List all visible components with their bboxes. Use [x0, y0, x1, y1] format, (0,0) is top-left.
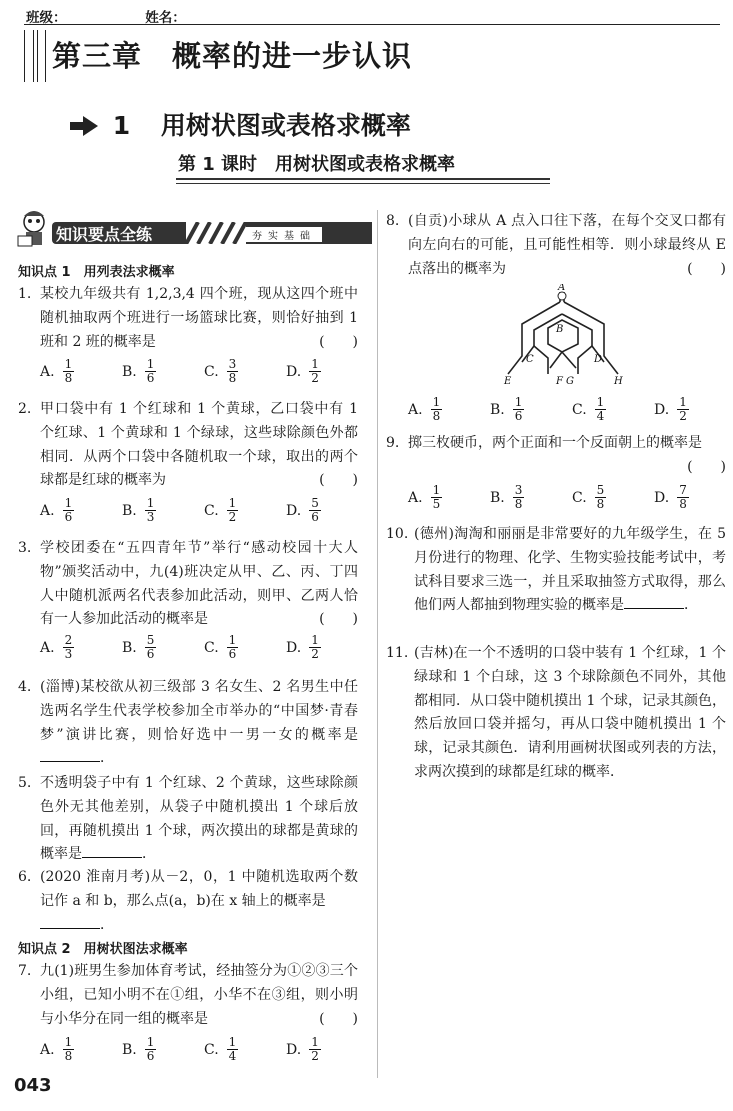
option-a	[408, 484, 490, 511]
answer-blank	[82, 843, 142, 858]
option-a	[40, 358, 122, 385]
numerator: 1	[311, 633, 319, 647]
option-fraction	[227, 1036, 239, 1063]
options-q9	[408, 484, 733, 511]
numerator: 1	[64, 496, 73, 510]
section-title: 用树状图或表格求概率	[160, 111, 411, 140]
numerator: 1	[432, 395, 441, 409]
option-fraction	[227, 358, 239, 385]
question-text: (德州)淘淘和丽丽是非常要好的九年级学生，在 5 月份进行的物理、化学、生物实验技能考试中，考试科目要求三选一，并且采取抽签方式取得，那么他们两人都抽到物理实验的概率是	[414, 526, 726, 614]
option-b	[490, 396, 572, 423]
question-text: 掷三枚硬币，两个正面和一个反面朝上的概率是	[408, 435, 702, 451]
numerator: 1	[514, 395, 523, 409]
numerator: 1	[596, 395, 605, 409]
option-fraction	[513, 484, 525, 511]
question-8	[386, 210, 726, 281]
page-number: 043	[14, 1075, 52, 1096]
numerator: 7	[679, 483, 687, 497]
fig-label-c: C	[526, 354, 534, 365]
header-rule	[24, 24, 720, 25]
question-text: 九(1)班男生参加体育考试，经抽签分为①②③三个小组，已知小明不在①组，小华不在③组，则小明与小华分在同一组的概率是	[40, 963, 358, 1027]
fig-label-b: B	[556, 324, 564, 335]
options-q3	[40, 634, 368, 661]
numerator: 1	[64, 1035, 73, 1049]
question-number: 9.	[386, 435, 400, 451]
option-d	[286, 1036, 368, 1063]
banner-title: 知识要点全练	[56, 225, 153, 244]
option-fraction	[513, 396, 525, 423]
question-text: 学校团委在“五四青年节”举行“感动校园十大人物”颁奖活动中，九(4)班决定从甲、乙、丙、丁四人中随机派两名代表参加此活动，则甲、乙两人恰有一人参加此活动的概率是	[40, 540, 358, 628]
fig-label-g: G	[566, 376, 574, 387]
option-c	[204, 497, 286, 524]
denominator: 3	[64, 647, 73, 661]
option-fraction	[145, 358, 157, 385]
answer-paren: ( )	[319, 611, 358, 628]
question-1	[18, 283, 358, 354]
numerator: 1	[679, 395, 687, 409]
option-letter: D.	[286, 363, 302, 380]
question-text: (自贡)小球从 A 点入口往下落，在每个交叉口都有向左向右的可能，且可能性相等．则小球最终从 E 点落出的概率为	[408, 213, 726, 277]
column-divider	[377, 210, 378, 1078]
denominator: 8	[432, 409, 441, 423]
option-fraction	[677, 484, 689, 511]
option-c	[572, 396, 654, 423]
numerator: 1	[146, 357, 155, 371]
option-letter: A.	[408, 401, 423, 418]
option-fraction	[63, 1036, 75, 1063]
banner-stripes	[186, 222, 246, 244]
answer-paren: ( )	[319, 1010, 358, 1027]
option-letter: B.	[490, 489, 505, 506]
options-q8	[408, 396, 733, 423]
denominator: 8	[64, 371, 73, 385]
answer-paren: ( )	[687, 260, 726, 277]
option-fraction	[677, 396, 689, 423]
option-fraction	[595, 396, 607, 423]
denominator: 6	[514, 409, 523, 423]
option-letter: C.	[204, 1041, 219, 1058]
denominator: 3	[146, 510, 155, 524]
question-text: 某校九年级共有 1,2,3,4 四个班，现从这四个班中随机抽取两个班进行一场篮球比赛，则恰好抽到 1 班和 2 班的概率是	[40, 286, 358, 350]
denominator: 5	[432, 497, 441, 511]
question-9	[386, 432, 726, 480]
option-letter: A.	[40, 1041, 55, 1058]
answer-paren: ( )	[319, 333, 358, 350]
numerator: 1	[146, 496, 155, 510]
option-d	[654, 396, 733, 423]
denominator: 6	[64, 510, 73, 524]
option-fraction	[63, 497, 75, 524]
numerator: 5	[596, 483, 605, 497]
question-number: 2.	[18, 401, 32, 417]
options-q1	[40, 358, 368, 385]
denominator: 8	[514, 497, 523, 511]
question-text: 不透明袋子中有 1 个红球、2 个黄球，这些球除颜色外无其他差别，从袋子中随机摸出 1 个球后放回，再随机摸出 1 个球，两次摸出的球都是黄球的概率是	[40, 775, 358, 863]
fig-label-h: H	[614, 376, 623, 387]
options-q2	[40, 497, 368, 524]
option-letter: D.	[286, 1041, 302, 1058]
option-b	[122, 497, 204, 524]
header	[26, 6, 260, 26]
answer-paren: ( )	[319, 472, 358, 489]
question-number: 3.	[18, 540, 32, 556]
lesson-title: 第 1 课时 用树状图或表格求概率	[178, 154, 456, 175]
denominator: 6	[228, 647, 237, 661]
options-q7	[40, 1036, 368, 1063]
option-letter: D.	[654, 401, 670, 418]
option-fraction	[309, 358, 321, 385]
banner-subtitle: 夯实基础	[246, 227, 322, 242]
denominator: 8	[64, 1049, 73, 1063]
option-fraction	[63, 634, 75, 661]
option-fraction	[227, 497, 239, 524]
answer-paren: ( )	[687, 458, 726, 475]
fig-label-d: D	[594, 354, 603, 365]
numerator: 1	[311, 1035, 319, 1049]
question-number: 6.	[18, 869, 32, 885]
numerator: 1	[228, 633, 237, 647]
numerator: 1	[311, 357, 319, 371]
question-text: (吉林)在一个不透明的口袋中装有 1 个红球，1 个绿球和 1 个白球，这 3 个球除颜色不同外，其他都相同．从口袋中随机摸出 1 个球，记录其颜色，然后放回口袋并摇匀，再从口袋中随机摸出 1 个球，记录其颜色．请利用画树状图或列表的方法，求两次摸到的球都是红球的概率．	[414, 645, 726, 780]
lesson-rule-thin	[176, 183, 550, 184]
question-number: 8.	[386, 213, 400, 229]
knowledge-point-1: 知识点 1 用列表法求概率	[18, 265, 175, 280]
option-letter: C.	[204, 502, 219, 519]
option-letter: D.	[286, 639, 302, 656]
denominator: 6	[311, 510, 319, 524]
class-label: 班级：	[26, 10, 67, 26]
denominator: 4	[228, 1049, 237, 1063]
option-d	[654, 484, 733, 511]
question-4: 4. (淄博)某校欲从初三级部 3 名女生、2 名男生中任选两名学生代表学校参加全市举办的“中国梦·青春梦”演讲比赛，则恰好选中一男一女的概率是．	[18, 676, 358, 771]
ball-drop-figure	[500, 284, 630, 390]
option-a	[408, 396, 490, 423]
denominator: 2	[679, 409, 687, 423]
option-fraction	[227, 634, 239, 661]
option-b	[490, 484, 572, 511]
option-fraction	[309, 1036, 321, 1063]
option-fraction	[145, 497, 157, 524]
option-a	[40, 497, 122, 524]
arrow-icon	[70, 116, 98, 136]
question-2	[18, 398, 358, 493]
question-number: 4.	[18, 679, 32, 695]
option-letter: A.	[40, 363, 55, 380]
option-b	[122, 1036, 204, 1063]
numerator: 1	[228, 496, 237, 510]
denominator: 6	[146, 1049, 155, 1063]
option-letter: A.	[408, 489, 423, 506]
denominator: 6	[146, 371, 155, 385]
option-letter: B.	[122, 363, 137, 380]
option-b	[122, 634, 204, 661]
question-10: 10. (德州)淘淘和丽丽是非常要好的九年级学生，在 5 月份进行的物理、化学、生物实验技能考试中，考试科目要求三选一，并且采取抽签方式取得，那么他们两人都抽到物理实验的概率是 ．	[386, 523, 726, 618]
section-heading	[70, 106, 411, 142]
option-c	[204, 634, 286, 661]
question-11	[386, 642, 726, 785]
name-label: 姓名：	[145, 10, 186, 26]
option-letter: B.	[122, 502, 137, 519]
question-text: (2020 淮南月考)从－2，0，1 中随机选取两个数记作 a 和 b，那么点(a，b)在 x 轴上的概率是	[40, 869, 358, 909]
denominator: 2	[311, 371, 319, 385]
question-number: 7.	[18, 963, 32, 979]
option-d	[286, 634, 368, 661]
option-letter: C.	[204, 363, 219, 380]
option-c	[204, 1036, 286, 1063]
option-letter: B.	[490, 401, 505, 418]
question-number: 11.	[386, 645, 409, 661]
option-letter: D.	[654, 489, 670, 506]
option-letter: A.	[40, 639, 55, 656]
option-fraction	[145, 634, 157, 661]
option-fraction	[309, 497, 321, 524]
denominator: 6	[146, 647, 155, 661]
option-fraction	[309, 634, 321, 661]
option-d	[286, 358, 368, 385]
question-number: 5.	[18, 775, 32, 791]
denominator: 2	[311, 1049, 319, 1063]
numerator: 3	[514, 483, 523, 497]
denominator: 2	[311, 647, 319, 661]
answer-blank	[40, 914, 100, 929]
answer-blank	[40, 747, 100, 762]
fig-label-e: E	[504, 376, 512, 387]
denominator: 4	[596, 409, 605, 423]
question-number: 10.	[386, 526, 409, 542]
question-text: (淄博)某校欲从初三级部 3 名女生、2 名男生中任选两名学生代表学校参加全市举办的“中国梦·青春梦”演讲比赛，则恰好选中一男一女的概率是	[40, 679, 358, 743]
option-a	[40, 634, 122, 661]
numerator: 1	[146, 1035, 155, 1049]
option-letter: C.	[572, 489, 587, 506]
denominator: 2	[228, 510, 237, 524]
denominator: 8	[679, 497, 687, 511]
question-7	[18, 960, 358, 1031]
fig-label-a: A	[558, 284, 566, 293]
option-b	[122, 358, 204, 385]
numerator: 1	[228, 1035, 237, 1049]
option-fraction	[63, 358, 75, 385]
question-5: 5. 不透明袋子中有 1 个红球、2 个黄球，这些球除颜色外无其他差别，从袋子中随机摸出 1 个球后放回，再随机摸出 1 个球，两次摸出的球都是黄球的概率是 ．	[18, 772, 358, 867]
student-mascot-icon	[14, 208, 54, 248]
numerator: 5	[311, 496, 319, 510]
numerator: 1	[432, 483, 441, 497]
question-number: 1.	[18, 286, 32, 302]
denominator: 8	[596, 497, 605, 511]
chapter-decoration	[24, 30, 46, 82]
option-letter: B.	[122, 639, 137, 656]
question-3	[18, 537, 358, 632]
fig-label-f: F	[556, 376, 563, 387]
option-a	[40, 1036, 122, 1063]
option-fraction	[145, 1036, 157, 1063]
option-letter: B.	[122, 1041, 137, 1058]
numerator: 3	[228, 357, 237, 371]
option-fraction	[431, 484, 443, 511]
chapter-title: 第三章 概率的进一步认识	[52, 39, 413, 73]
denominator: 8	[228, 371, 237, 385]
option-letter: C.	[572, 401, 587, 418]
option-d	[286, 497, 368, 524]
section-number: 1	[112, 111, 131, 140]
knowledge-point-2: 知识点 2 用树状图法求概率	[18, 942, 188, 957]
question-text: 甲口袋中有 1 个红球和 1 个黄球，乙口袋中有 1 个红球、1 个黄球和 1 个绿球，这些球除颜色外都相同．从两个口袋中各随机取一个球，取出的两个球都是红球的概率为	[40, 401, 358, 489]
numerator: 1	[64, 357, 73, 371]
option-fraction	[595, 484, 607, 511]
lesson-rule	[176, 178, 550, 180]
option-letter: A.	[40, 502, 55, 519]
option-fraction	[431, 396, 443, 423]
option-letter: D.	[286, 502, 302, 519]
numerator: 5	[146, 633, 155, 647]
option-c	[572, 484, 654, 511]
numerator: 2	[64, 633, 73, 647]
answer-blank	[624, 594, 684, 609]
option-letter: C.	[204, 639, 219, 656]
option-c	[204, 358, 286, 385]
question-6: 6. (2020 淮南月考)从－2，0，1 中随机选取两个数记作 a 和 b，那么点(a，b)在 x 轴上的概率是 ．	[18, 866, 358, 937]
